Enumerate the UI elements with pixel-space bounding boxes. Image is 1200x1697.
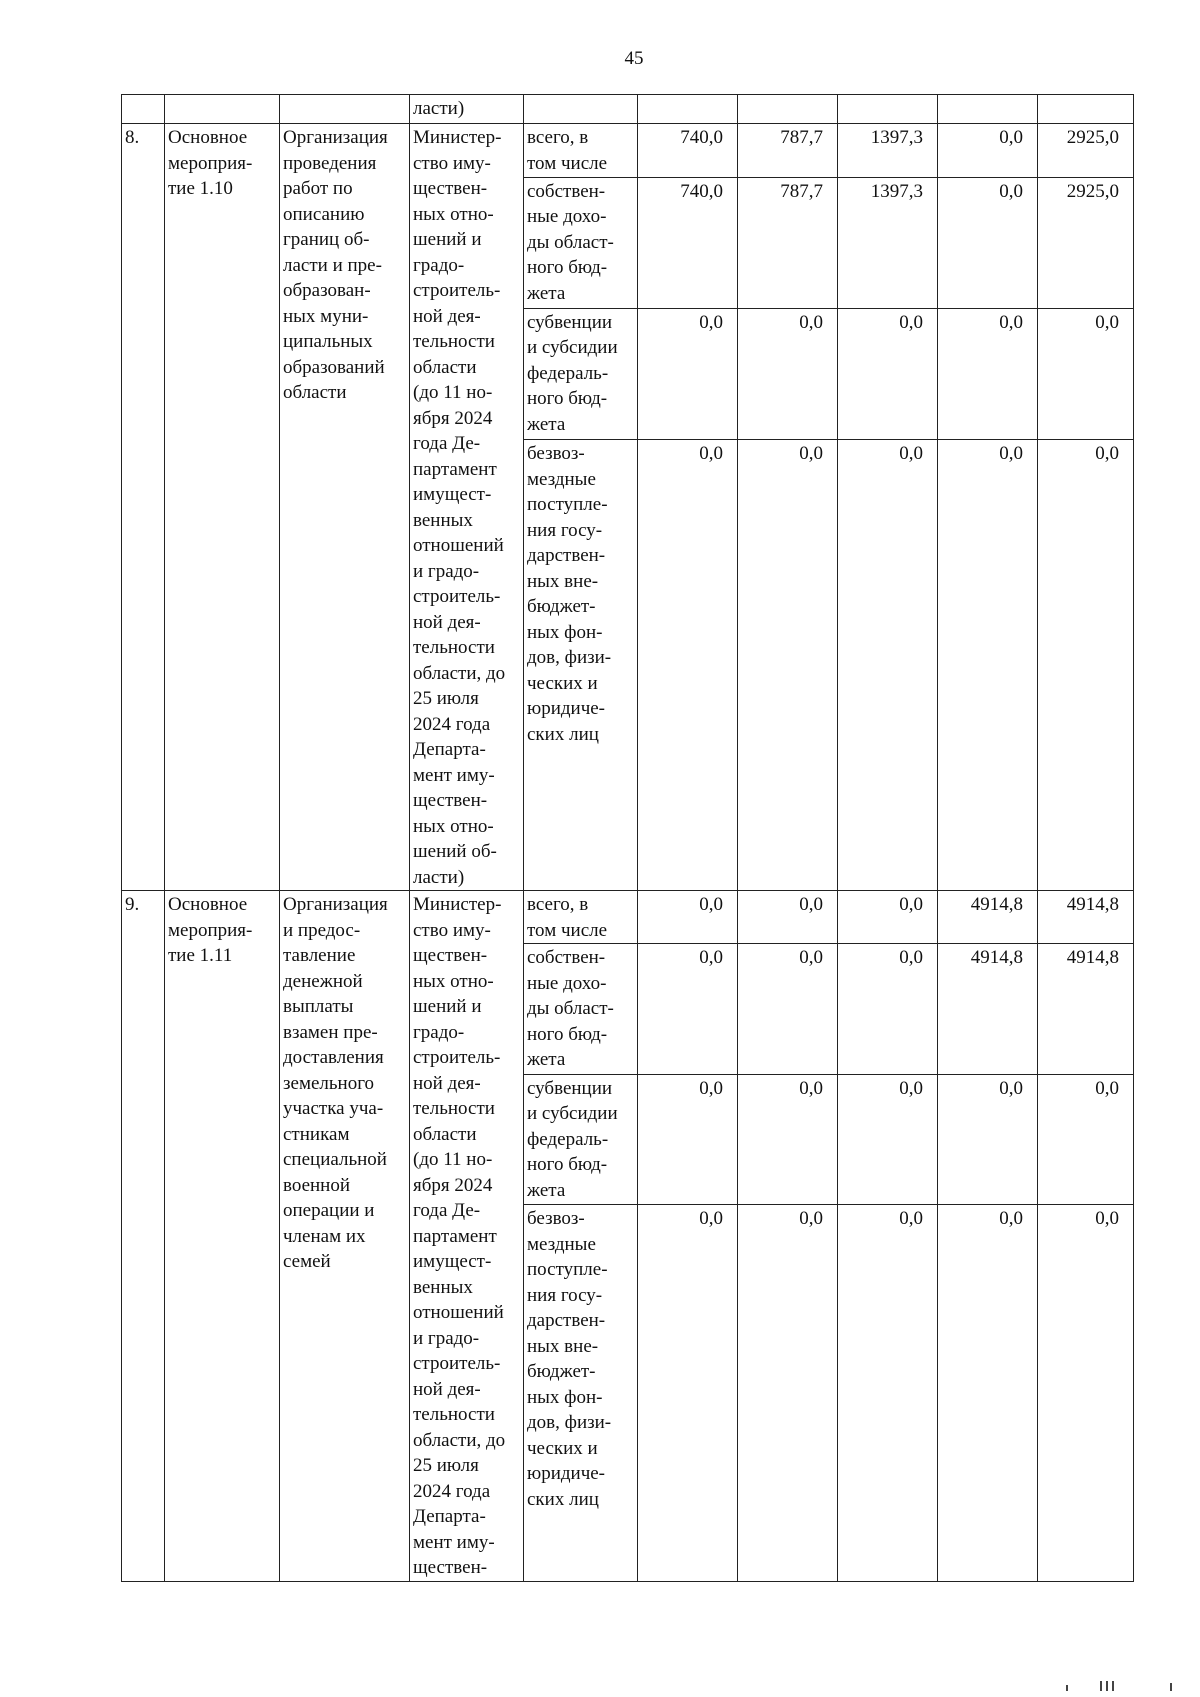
value-cell: 1397,3 — [838, 177, 938, 308]
value-cell: 0,0 — [738, 1205, 838, 1581]
cell-empty — [938, 95, 1038, 124]
value-cell: 0,0 — [1038, 308, 1134, 439]
value-cell: 0,0 — [738, 1074, 838, 1205]
value-cell: 740,0 — [638, 177, 738, 308]
funding-source: собствен- ные дохо- ды област- ного бюд- жета — [524, 177, 638, 308]
table-row — [122, 891, 1134, 944]
event-name: Основное мероприя- тие 1.10 — [165, 124, 280, 891]
cell-empty — [524, 95, 638, 124]
value-cell: 0,0 — [738, 891, 838, 944]
value-cell: 740,0 — [638, 124, 738, 178]
value-cell: 0,0 — [738, 944, 838, 1075]
value-cell: 0,0 — [938, 1074, 1038, 1205]
funding-source: собствен- ные дохо- ды област- ного бюд- жета — [524, 944, 638, 1075]
continuation-row — [122, 95, 1134, 124]
value-cell: 0,0 — [838, 440, 938, 891]
cell-empty — [638, 95, 738, 124]
budget-table — [121, 94, 1134, 1582]
value-cell: 0,0 — [738, 308, 838, 439]
cell-empty — [280, 95, 410, 124]
value-cell: 0,0 — [638, 1074, 738, 1205]
value-cell: 4914,8 — [1038, 891, 1134, 944]
value-cell: 0,0 — [838, 944, 938, 1075]
cell-empty — [1038, 95, 1134, 124]
event-name: Основное мероприя- тие 1.11 — [165, 891, 280, 1582]
funding-source: субвенции и субсидии федераль- ного бюд- жета — [524, 1074, 638, 1205]
value-cell: 0,0 — [638, 891, 738, 944]
cell-empty — [122, 95, 165, 124]
value-cell: 0,0 — [638, 1205, 738, 1581]
funding-source: безвоз- мездные поступле- ния госу- дарствен- ных вне- бюджет- ных фон- дов, физи- ческих и юридиче- ских лиц — [524, 440, 638, 891]
cell-empty — [838, 95, 938, 124]
funding-source: субвенции и субсидии федераль- ного бюд- жета — [524, 308, 638, 439]
event-description: Организация и предос- тавление денежной выплаты взамен пре- доставления земельного участка уча- стникам специальной военной операции и членам их семей — [280, 891, 410, 1582]
value-cell: 0,0 — [1038, 1205, 1134, 1581]
value-cell: 0,0 — [1038, 440, 1134, 891]
value-cell: 0,0 — [638, 944, 738, 1075]
value-cell: 787,7 — [738, 177, 838, 308]
row-number: 9. — [122, 891, 165, 1582]
funding-source: всего, в том числе — [524, 891, 638, 944]
value-cell: 0,0 — [638, 308, 738, 439]
continuation-responsible: ласти) — [410, 95, 524, 124]
value-cell: 0,0 — [838, 1205, 938, 1581]
page-number: 45 — [624, 48, 644, 69]
cell-empty — [738, 95, 838, 124]
value-cell: 0,0 — [1038, 1074, 1134, 1205]
value-cell: 787,7 — [738, 124, 838, 178]
value-cell: 1397,3 — [838, 124, 938, 178]
funding-source: всего, в том числе — [524, 124, 638, 178]
value-cell: 0,0 — [938, 124, 1038, 178]
value-cell: 4914,8 — [938, 944, 1038, 1075]
value-cell: 0,0 — [838, 1074, 938, 1205]
responsible-executor: Министер- ство иму- ществен- ных отно- шений и градо- строитель- ной дея- тельности области (до 11 но- ября 2024 года Де- партамент имущест- венных отношений и градо- строитель- ной дея- тельности области, до 25 июля 2024 года Департа- мент иму- ществен- — [410, 891, 524, 1582]
value-cell: 4914,8 — [938, 891, 1038, 944]
value-cell: 0,0 — [938, 1205, 1038, 1581]
table-row — [122, 124, 1134, 178]
event-description: Организация проведения работ по описанию границ об- ласти и пре- образован- ных муни- ципальных образований области — [280, 124, 410, 891]
scan-marks — [1058, 1679, 1178, 1691]
value-cell: 0,0 — [938, 440, 1038, 891]
cell-empty — [165, 95, 280, 124]
value-cell: 0,0 — [938, 308, 1038, 439]
value-cell: 0,0 — [938, 177, 1038, 308]
funding-source: безвоз- мездные поступле- ния госу- дарствен- ных вне- бюджет- ных фон- дов, физи- ческих и юридиче- ских лиц — [524, 1205, 638, 1581]
value-cell: 2925,0 — [1038, 124, 1134, 178]
value-cell: 0,0 — [638, 440, 738, 891]
value-cell: 0,0 — [838, 891, 938, 944]
value-cell: 2925,0 — [1038, 177, 1134, 308]
value-cell: 0,0 — [738, 440, 838, 891]
value-cell: 4914,8 — [1038, 944, 1134, 1075]
value-cell: 0,0 — [838, 308, 938, 439]
responsible-executor: Министер- ство иму- ществен- ных отно- шений и градо- строитель- ной дея- тельности области (до 11 но- ября 2024 года Де- партамент имущест- венных отношений и градо- строитель- ной дея- тельности области, до 25 июля 2024 года Департа- мент иму- ществен- ных отно- шений об- ласти) — [410, 124, 524, 891]
row-number: 8. — [122, 124, 165, 891]
